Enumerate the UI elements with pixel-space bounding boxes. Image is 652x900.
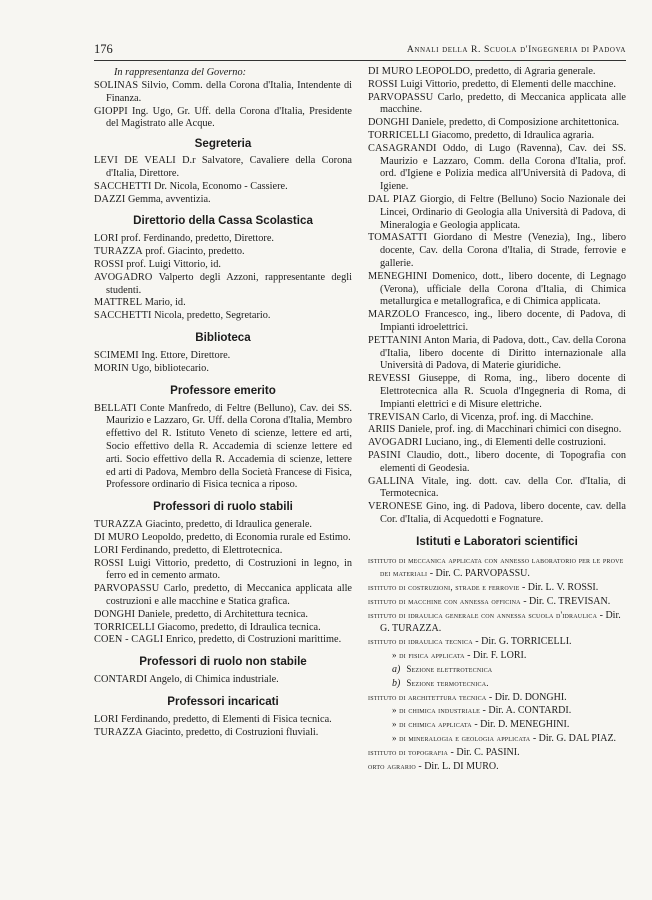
entry — [368, 501, 626, 527]
entry-name: MARZOLO — [368, 309, 420, 321]
institute-entry — [368, 554, 626, 582]
entry-text: Claudio, dott., libero docente, di Topografia con elementi di Geodesia. — [380, 449, 626, 474]
entry-name: DAZZI — [94, 193, 126, 205]
incaricati-title: Professori incaricati — [167, 694, 279, 708]
entry-text: Leopoldo, predetto, di Economia rurale ed Estimo. — [139, 531, 351, 543]
entry-name: CONTARDI — [94, 674, 148, 686]
entry-name: GIOPPI — [94, 105, 128, 117]
institute-director: - Dir. C. PASINI. — [448, 746, 520, 758]
entry-text: Luciano, ing., di Elementi delle costruzioni. — [422, 437, 606, 449]
section-label: Sezione termotecnica. — [406, 677, 489, 688]
institute-entry — [368, 635, 626, 649]
entry — [94, 558, 352, 584]
entry-text: Giacinto, predetto, di Idraulica generale. — [142, 519, 313, 531]
entry-name: VERONESE — [368, 501, 423, 513]
entry-name: REVESSI — [368, 373, 411, 385]
entry — [94, 181, 352, 194]
institute-director: - Dir. G. TORRICELLI. — [472, 636, 572, 648]
institute-director: - Dir. G. TURAZZA. — [380, 609, 621, 634]
entry-text: Angelo, di Chimica industriale. — [147, 674, 279, 686]
entry-name: DI MURO — [368, 66, 414, 77]
institute-director: - Dir. L. V. ROSSI. — [519, 582, 599, 594]
entry-name: PASINI — [368, 449, 401, 461]
entry-text: Valperto degli Azzoni, rappresentante degli studenti. — [106, 271, 352, 296]
entry-text: Giacomo, predetto, di Idraulica agraria. — [428, 129, 595, 141]
entry-text: Ugo, bibliotecario. — [128, 362, 209, 374]
entry-text: Giacinto, predetto, di Costruzioni fluviali. — [142, 726, 319, 738]
biblioteca-list — [94, 350, 352, 376]
entry — [94, 519, 352, 532]
entry-text: Silvio, Comm. della Corona d'Italia, Intendente di Finanza. — [106, 80, 352, 104]
entry-name: PARVOPASSU — [368, 91, 434, 103]
non-stabile-title: Professori di ruolo non stabile — [139, 655, 307, 669]
entry — [94, 194, 352, 207]
entry — [368, 412, 626, 425]
entry — [94, 246, 352, 259]
entry-text: Carlo, predetto, di Meccanica applicata alle costruzioni e alle macchine e Statica grafica. — [106, 583, 352, 607]
entry — [94, 403, 352, 493]
entry-text: Giuseppe, di Roma, ing., libero docente di Elettrotecnica alla R. Scuola d'Ingegneria di Roma, di Impianti elettrici e di Misure elettriche. — [380, 373, 626, 410]
entry-text: Giacomo, predetto, di Idraulica tecnica. — [154, 621, 321, 633]
entry-text: prof. Giacinto, predetto. — [142, 246, 245, 258]
institute-director: - Dir. G. DAL PIAZ. — [530, 733, 617, 745]
institute-label: istituto di topografia — [368, 746, 449, 757]
entry-text: Giordano di Mestre (Venezia), Ing., libero docente, Cav. della Corona d'Italia, di Strade, ferrovie e gallerie. — [380, 232, 626, 269]
entry-text: Carlo, predetto, di Meccanica applicata alle macchine. — [380, 91, 626, 116]
entry — [94, 363, 352, 376]
section-entry — [368, 677, 626, 691]
institute-label: » di chimica industriale — [392, 705, 481, 716]
institute-entry — [368, 595, 626, 609]
entry-name: TURAZZA — [94, 246, 143, 258]
institute-director: - Dir. D. MENEGHINI. — [471, 719, 570, 731]
entry-name: TURAZZA — [94, 726, 143, 738]
entry-name: ROSSI — [368, 78, 398, 90]
section-marker: a) — [392, 664, 401, 676]
entry — [94, 350, 352, 363]
entry-name: TOMASATTI — [368, 232, 428, 244]
entry — [368, 476, 626, 502]
entry-text: prof. Ferdinando, predetto, Direttore. — [118, 233, 274, 245]
institute-director: - Dir. C. PARVOPASSU. — [427, 568, 530, 580]
institute-entry — [368, 718, 626, 732]
right-column — [368, 66, 626, 773]
institute-label: » di chimica applicata — [392, 719, 472, 730]
entry-text: Ing. Ugo, Gr. Uff. della Corona d'Italia, Presidente del Magistrato alle Acque. — [106, 105, 352, 130]
institute-label: » di fisica applicata — [392, 650, 465, 661]
entry — [94, 634, 352, 647]
governo-list — [94, 80, 352, 131]
entry-name: PETTANINI — [368, 334, 422, 346]
entry — [94, 545, 352, 558]
entry — [368, 437, 626, 450]
entry-name: BELLATI — [94, 402, 137, 414]
entry-name: ARIIS — [368, 424, 396, 436]
section-label: Sezione elettrotecnica — [406, 664, 493, 675]
entry-name: CASAGRANDI — [368, 142, 437, 154]
institute-entry — [368, 649, 626, 663]
entry-name: LORI — [94, 544, 119, 556]
entry-name: DAL PIAZ — [368, 193, 417, 205]
entry-text: Gemma, avventizia. — [125, 193, 211, 205]
entry-name: PARVOPASSU — [94, 583, 160, 595]
institute-entry — [368, 746, 626, 760]
entry-name: DONGHI — [94, 608, 136, 620]
entry-text: prof. Luigi Vittorio, id. — [123, 258, 221, 270]
entry — [94, 310, 352, 323]
entry — [368, 232, 626, 270]
institute-entry — [368, 760, 626, 774]
institute-label: istituto di architettura tecnica — [368, 691, 487, 702]
entry — [94, 297, 352, 310]
entry-name: SCIMEMI — [94, 349, 139, 361]
cassa-list — [94, 233, 352, 323]
entry-name: SOLINAS — [94, 80, 139, 91]
entry-name: TURAZZA — [94, 519, 143, 531]
entry — [368, 194, 626, 232]
entry — [94, 259, 352, 272]
entry-text: Carlo, di Vicenza, prof. ing. di Macchine. — [419, 411, 594, 423]
entry — [94, 609, 352, 622]
entry-name: MENEGHINI — [368, 270, 428, 282]
entry — [368, 143, 626, 194]
entry-text: Daniele, prof. ing. di Macchinari chimici con disegno. — [395, 424, 622, 436]
entry-text: Daniele, predetto, di Composizione architettonica. — [409, 117, 620, 129]
institute-director: - Dir. C. TREVISAN. — [520, 596, 611, 608]
institute-label: istituto di macchine con annessa officina — [368, 596, 521, 607]
entry-name: ROSSI — [94, 557, 124, 569]
entry-text: Luigi Vittorio, predetto, di Costruzioni in legno, in ferro ed in cemento armato. — [106, 557, 352, 582]
section-marker: b) — [392, 677, 401, 689]
entry-name: LORI — [94, 233, 119, 245]
entry-name: AVOGADRI — [368, 437, 423, 449]
institute-director: - Dir. A. CONTARDI. — [480, 705, 572, 717]
institute-entry — [368, 732, 626, 746]
entry-text: Francesco, ing., libero docente, di Padova, di Impianti idroelettrici. — [380, 309, 626, 333]
governo-title: In rappresentanza del Governo: — [114, 67, 247, 78]
institute-label: istituto di costruzioni, strade e ferrovie — [368, 582, 520, 593]
istituti2-list — [368, 691, 626, 774]
institute-entry — [368, 609, 626, 636]
incaricati-cont-list — [368, 66, 626, 527]
institute-label: orto agrario — [368, 760, 416, 771]
entry — [94, 155, 352, 181]
entry-text: Vitale, ing. dott. cav. della Cor. d'Italia, di Termotecnica. — [380, 475, 626, 500]
institute-label: » di mineralogia e geologia applicata — [392, 733, 531, 744]
entry-name: TREVISAN — [368, 411, 420, 423]
entry — [94, 233, 352, 246]
left-column — [94, 66, 352, 739]
entry-text: Ferdinando, predetto, di Elettrotecnica. — [118, 544, 283, 556]
entry-name: DONGHI — [368, 117, 410, 129]
entry-name: LORI — [94, 713, 119, 725]
segreteria-title: Segreteria — [194, 137, 252, 151]
entry-text: Mario, id. — [142, 297, 186, 309]
entry-text: Anton Maria, di Padova, dott., Cav. della Corona d'Italia, libero docente di Diritto internazionale alla Università di Padova, di Materie giuridiche. — [380, 334, 626, 372]
institute-entry — [368, 691, 626, 705]
entry — [94, 80, 352, 106]
entry-text: Nicola, predetto, Segretario. — [151, 310, 271, 322]
entry-name: MORIN — [94, 362, 129, 374]
entry — [368, 79, 626, 92]
entry — [94, 532, 352, 545]
entry — [94, 674, 352, 687]
entry — [94, 727, 352, 740]
entry-text: Domenico, dott., libero docente, di Legnago (Verona), ufficiale della Corona d'Italia, di Chimica metallurgica e metallografica, e di Chimica applicata. — [380, 270, 626, 308]
page-number: 176 — [94, 42, 113, 56]
entry — [368, 309, 626, 335]
biblioteca-title: Biblioteca — [195, 330, 251, 344]
entry — [368, 117, 626, 130]
entry-text: Conte Manfredo, di Feltre (Belluno), Cav. dei SS. Maurizio e Lazzaro, Gr. Uff. della Corona d'Italia, Membro effettivo del R. Istituto Veneto di scienze, lettere ed arti, Socio effettivo della R. Accademia di scienze lettere ed arti. Socio effettivo della R. Accademia di scienze, lettere ed arti di Padova, Membro della Società Francese di Fisica, Professore ordinario di Fisica tecnica a riposo. — [106, 402, 352, 491]
emerito-title: Professore emerito — [170, 383, 276, 397]
page-header — [94, 42, 626, 61]
segreteria-list — [94, 155, 352, 206]
istituti-list — [368, 554, 626, 663]
entry-text: D.r Salvatore, Cavaliere della Corona d'Italia, Direttore. — [106, 155, 352, 179]
incaricati-list — [94, 714, 352, 740]
entry — [368, 450, 626, 476]
institute-director: - Dir. F. LORI. — [464, 650, 527, 662]
entry-text: Gino, ing. di Padova, libero docente, cav. della Cor. d'Italia, di Acquedotti e Fognature. — [380, 501, 626, 525]
entry — [94, 583, 352, 609]
institute-director: - Dir. D. DONGHI. — [486, 691, 567, 703]
entry — [94, 622, 352, 635]
entry-name: SACCHETTI — [94, 310, 152, 322]
running-title: Annali della R. Scuola d'Ingegneria di Padova — [406, 44, 626, 55]
entry-text: Oddo, di Lugo (Ravenna), Cav. dei SS. Maurizio e Lazzaro, Comm. della Corona d'Italia, prof. ord. d'Igiene e Polizia medica all'Università di Padova, di Igiene. — [380, 142, 626, 193]
section-entry — [368, 663, 626, 677]
entry-name: ROSSI — [94, 258, 124, 270]
entry-name: SACCHETTI — [94, 180, 152, 192]
entry-text: LEOPOLDO, predetto, di Agraria generale. — [413, 66, 596, 77]
institute-entry — [368, 581, 626, 595]
entry-text: Daniele, predetto, di Architettura tecnica. — [135, 608, 308, 620]
entry-name: COEN - CAGLI — [94, 634, 164, 646]
entry — [368, 335, 626, 373]
entry — [94, 272, 352, 298]
entry — [94, 714, 352, 727]
institute-label: istituto di idraulica tecnica — [368, 636, 473, 647]
entry — [368, 66, 626, 79]
entry-name: GALLINA — [368, 475, 415, 487]
entry — [368, 373, 626, 411]
institute-director: - Dir. L. DI MURO. — [415, 760, 499, 772]
entry-name: MATTREL — [94, 297, 143, 309]
entry — [368, 92, 626, 118]
entry — [368, 130, 626, 143]
entry-text: Ing. Ettore, Direttore. — [138, 349, 231, 361]
entry-text: Giorgio, di Feltre (Belluno) Socio Nazionale dei Lincei, Ordinario di Geologia alla Università di Padova, di Mineralogia e Geologia applicata. — [380, 193, 626, 231]
entry-name: DI MURO — [94, 531, 140, 543]
institute-label: istituto di idraulica generale con annessa scuola d'idraulica — [368, 609, 598, 620]
entry-text: Dr. Nicola, Economo - Cassiere. — [151, 180, 288, 192]
emerito-list — [94, 403, 352, 493]
stabili-title: Professori di ruolo stabili — [153, 500, 293, 514]
entry-name: TORRICELLI — [368, 129, 429, 141]
cassa-title: Direttorio della Cassa Scolastica — [133, 214, 313, 228]
entry — [94, 106, 352, 132]
institute-entry — [368, 704, 626, 718]
sezioni-list — [368, 663, 626, 691]
non-stabile-list — [94, 674, 352, 687]
istituti-title: Istituti e Laboratori scientifici — [416, 534, 578, 548]
entry-text: Ferdinando, predetto, di Elementi di Fisica tecnica. — [118, 713, 332, 725]
institute-label: istituto di meccanica applicata con annesso laboratorio per le prove dei materiali — [368, 554, 624, 579]
entry-name: LEVI DE VEALI — [94, 155, 176, 167]
entry-text: Luigi Vittorio, predetto, di Elementi delle macchine. — [397, 78, 616, 90]
entry — [368, 424, 626, 437]
stabili-list — [94, 519, 352, 647]
entry-name: TORRICELLI — [94, 621, 155, 633]
entry-name: AVOGADRO — [94, 271, 153, 283]
entry-text: Enrico, predetto, di Costruzioni marittime. — [163, 634, 342, 646]
entry — [368, 271, 626, 309]
